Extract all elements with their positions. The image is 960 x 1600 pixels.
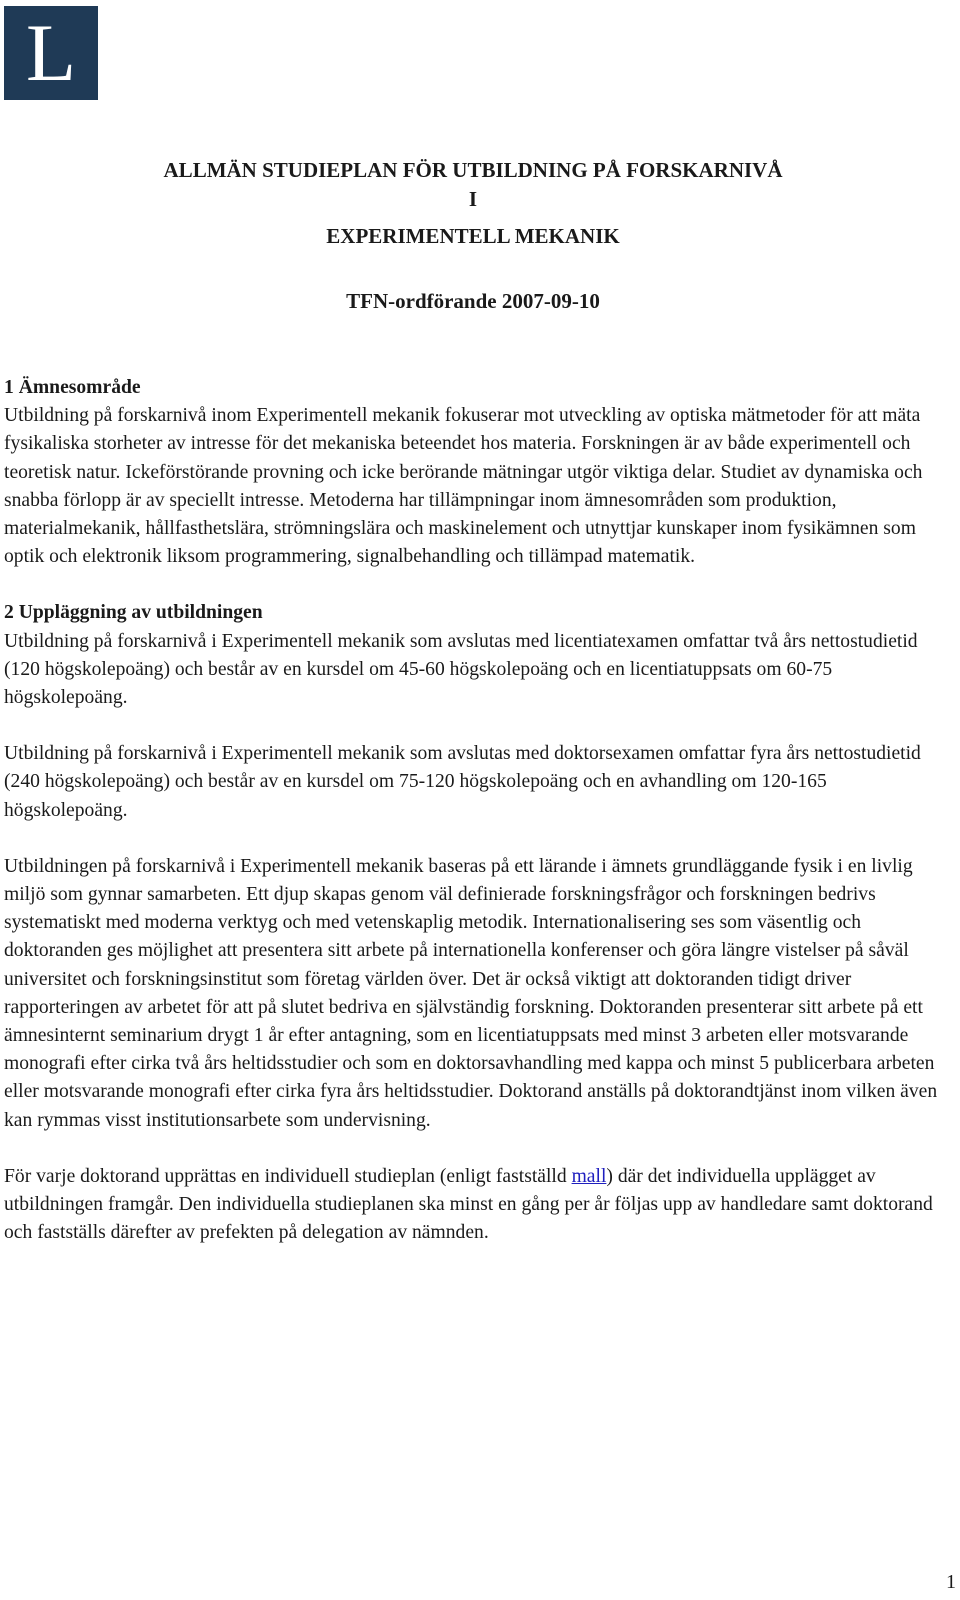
paragraph-4-text-after: ) där det individuella upplägget av utbildningen framgår. Den individuella studieplanen ska minst en gång per år följas upp av handledare samt doktorand och fastställs därefter av prefekten på delegation av nämnden. bbox=[4, 1165, 933, 1244]
section-1-paragraph: Utbildning på forskarnivå inom Experimentell mekanik fokuserar mot utveckling av optiska mätmetoder för att mäta fysikaliska storheter av intresse för det mekaniska beteendet hos materia. Forskningen är av både experimentell och teoretisk natur. Ickeförstörande provning och icke berörande mätningar utgör viktiga delar. Studiet av dynamiska och snabba förlopp är av speciellt intresse. Metoderna har tillämpningar inom ämnesområden som produktion, materialmekanik, hållfasthetslära, strömningslära och maskinelement och utnyttjar kunskaper inom fysikämnen som optik och elektronik liksom programmering, signalbehandling och tillämpad matematik. bbox=[4, 405, 923, 568]
title-line-1: ALLMÄN STUDIEPLAN FÖR UTBILDNING PÅ FORSKARNIVÅ bbox=[163, 158, 783, 182]
section-2-paragraph-2: Utbildning på forskarnivå i Experimentell mekanik som avslutas med doktorsexamen omfattar fyra års nettostudietid (240 högskolepoäng) och består av en kursdel om 75-120 högskolepoäng och en avhandling om 120-165 högskolepoäng. bbox=[4, 743, 921, 821]
document-title bbox=[0, 156, 946, 316]
logo-letter: L bbox=[25, 7, 77, 98]
title-line-3: EXPERIMENTELL MEKANIK bbox=[326, 224, 620, 248]
title-date: TFN-ordförande 2007-09-10 bbox=[346, 289, 600, 313]
paragraph-4-text-before: För varje doktorand upprättas en individuell studieplan (enligt fastställd bbox=[4, 1165, 572, 1187]
section-2-paragraph-4 bbox=[4, 1163, 944, 1248]
template-link[interactable]: mall bbox=[571, 1165, 607, 1187]
title-line-2: I bbox=[468, 187, 478, 211]
document-body bbox=[4, 374, 944, 1275]
section-2-heading: 2 Uppläggning av utbildningen bbox=[4, 602, 263, 624]
section-1 bbox=[4, 374, 944, 571]
section-2-paragraph-1: Utbildning på forskarnivå i Experimentell mekanik som avslutas med licentiatexamen omfattar två års nettostudietid (120 högskolepoäng) och består av en kursdel om 45-60 högskolepoäng och en licentiatuppsats om 60-75 högskolepoäng. bbox=[4, 630, 918, 709]
section-2-intro bbox=[4, 599, 944, 712]
page-number: 1 bbox=[946, 1571, 956, 1593]
section-1-heading: 1 Ämnesområde bbox=[4, 377, 141, 398]
university-logo bbox=[4, 6, 98, 100]
section-2-paragraph-3: Utbildningen på forskarnivå i Experimentell mekanik baseras på ett lärande i ämnets grundläggande fysik i en livlig miljö som gynnar samarbeten. Ett djup skapas genom väl definierade forskningsfrågor och forskningen bedrivs systematiskt med moderna verktyg och med vetenskaplig metodik. Internationalisering ses som väsentlig och doktoranden ges möjlighet att presentera sitt arbete på internationella konferenser och göra längre vistelser på såväl universitet och forskningsinstitut som företag världen över. Det är också viktigt att doktoranden tidigt driver rapporteringen av arbetet för att på slutet bedriva en självständig forskning. Doktoranden presenterar sitt arbete på ett ämnesinternt seminarium drygt 1 år efter antagning, som en licentiatuppsats med minst 3 arbeten eller motsvarande monografi efter cirka två års heltidsstudier och som en doktorsavhandling med kappa och minst 5 publicerbara arbeten eller motsvarande monografi efter cirka fyra års heltidsstudier. Doktorand anställs på doktorandtjänst inom vilken även kan rymmas visst institutionsarbete som undervisning. bbox=[4, 855, 938, 1131]
